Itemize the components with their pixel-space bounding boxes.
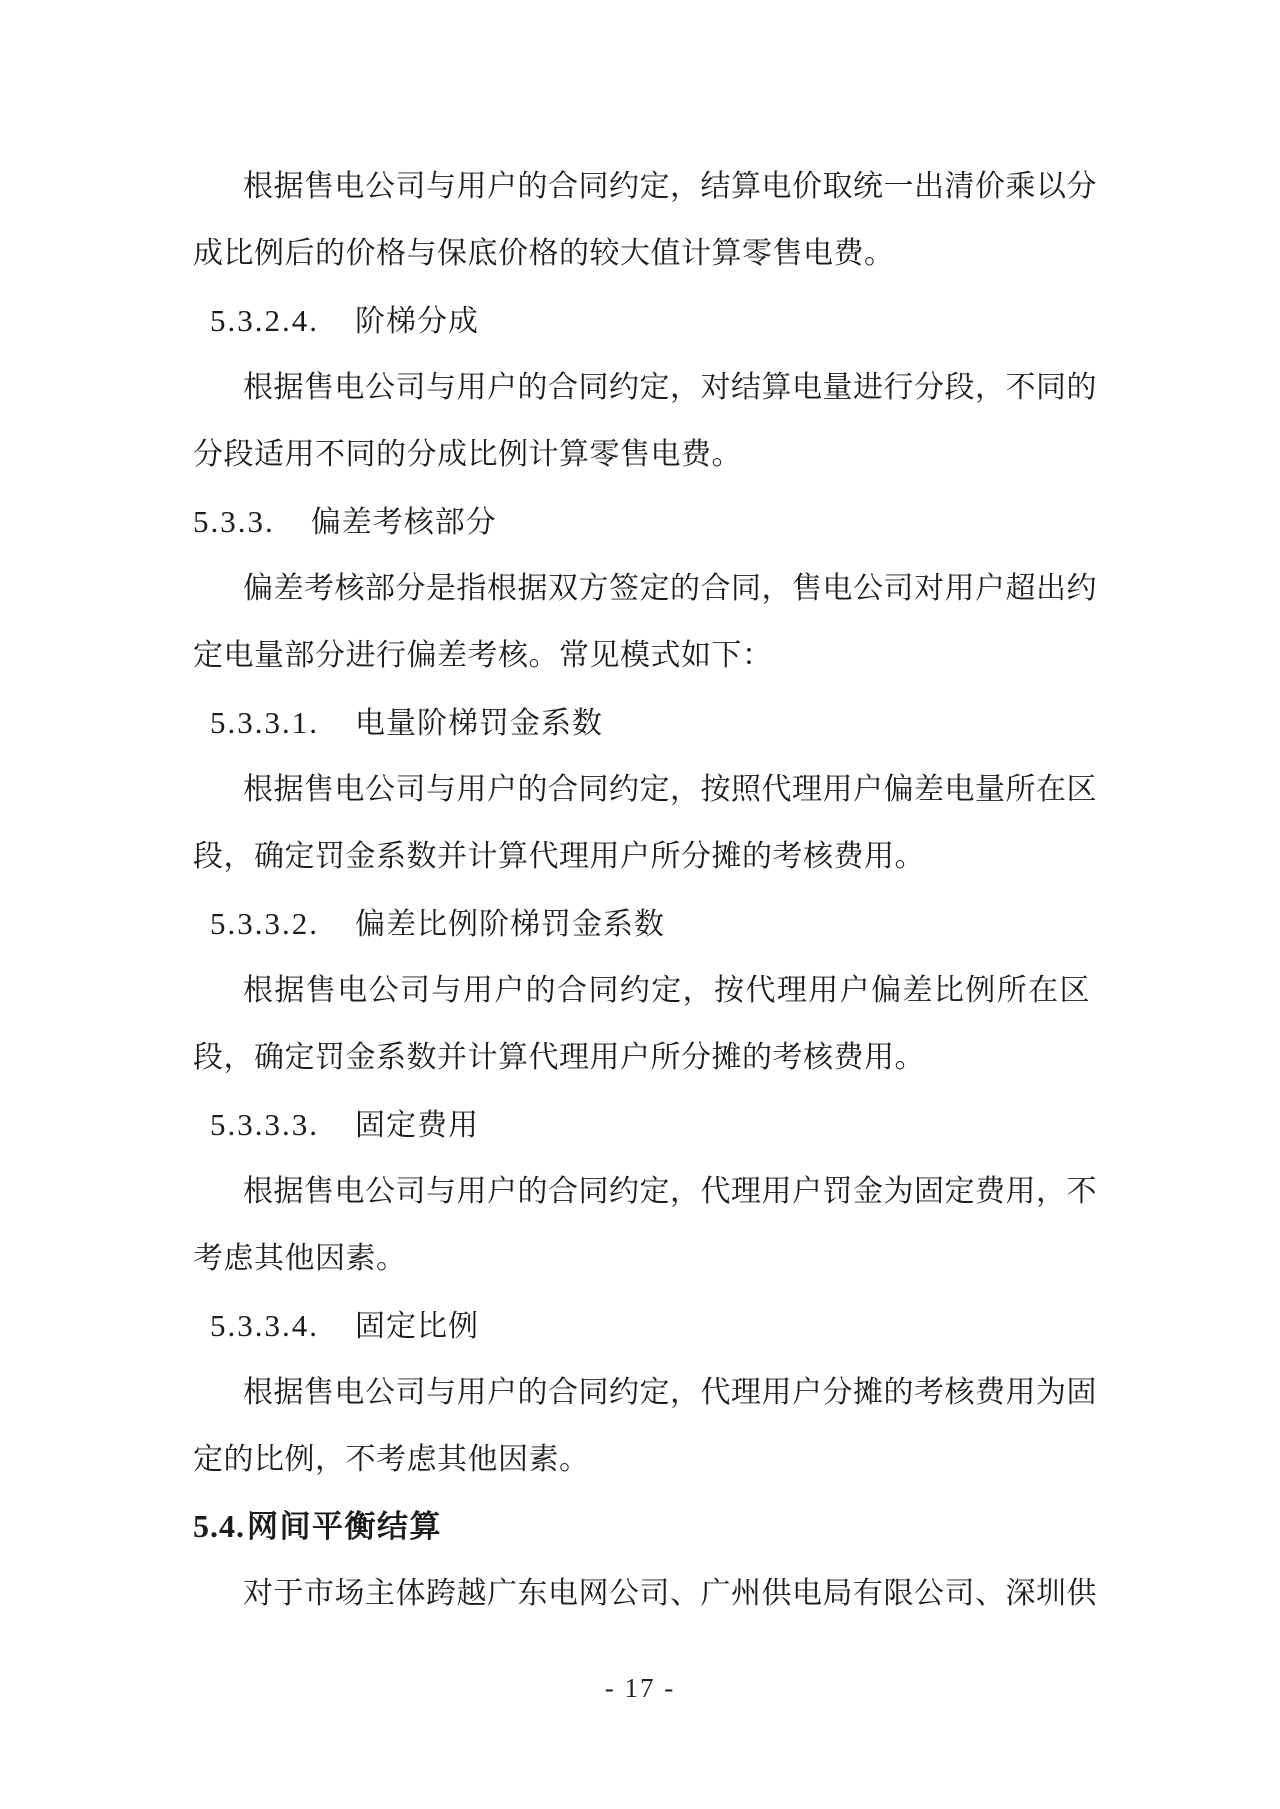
heading-number: 5.3.3.2. (210, 906, 319, 941)
section-heading-5-4 (193, 1493, 1090, 1560)
paragraph-line: 成比例后的价格与保底价格的较大值计算零售电费。 (193, 237, 895, 270)
paragraph-line: 段，确定罚金系数并计算代理用户所分摊的考核费用。 (193, 840, 925, 873)
paragraph-line: 对于市场主体跨越广东电网公司、广州供电局有限公司、深圳供 (243, 1577, 1097, 1610)
page-footer (0, 1668, 1280, 1708)
heading-number: 5.3.3.1. (210, 705, 319, 740)
heading-title: 固定比例 (355, 1310, 479, 1343)
heading-number: 5.3.2.4. (210, 303, 319, 338)
paragraph-line: 分段适用不同的分成比例计算零售电费。 (193, 438, 742, 471)
paragraph-line: 根据售电公司与用户的合同约定，按代理用户偏差比例所在区 (243, 974, 1090, 1007)
page-number: - 17 - (604, 1673, 676, 1703)
heading-number: 5.4. (193, 1508, 245, 1544)
heading-title: 阶梯分成 (355, 305, 479, 338)
heading-title: 电量阶梯罚金系数 (355, 707, 603, 740)
heading-title: 固定费用 (355, 1109, 479, 1142)
heading-number: 5.3.3.4. (210, 1308, 319, 1343)
paragraph-line: 根据售电公司与用户的合同约定，代理用户分摊的考核费用为固 (243, 1376, 1097, 1409)
heading-number: 5.3.3. (193, 504, 275, 539)
paragraph-line: 根据售电公司与用户的合同约定，结算电价取统一出清价乘以分 (243, 170, 1097, 203)
section-heading-5-3-3-3 (193, 1091, 1090, 1158)
section-heading-5-3-3-1 (193, 689, 1090, 756)
paragraph-line: 根据售电公司与用户的合同约定，代理用户罚金为固定费用，不 (243, 1175, 1097, 1208)
paragraph-line: 定的比例，不考虑其他因素。 (193, 1443, 590, 1476)
document-content (193, 153, 1097, 1627)
paragraph-line: 段，确定罚金系数并计算代理用户所分摊的考核费用。 (193, 1041, 925, 1074)
section-heading-5-3-2-4 (193, 287, 1090, 354)
heading-title: 偏差比例阶梯罚金系数 (355, 908, 665, 941)
paragraph-line: 考虑其他因素。 (193, 1242, 407, 1275)
heading-title: 网间平衡结算 (247, 1509, 442, 1544)
section-heading-5-3-3-4 (193, 1292, 1090, 1359)
paragraph-line: 根据售电公司与用户的合同约定，按照代理用户偏差电量所在区 (243, 773, 1097, 806)
section-heading-5-3-3-2 (193, 890, 1090, 957)
section-heading-5-3-3 (193, 488, 1090, 555)
paragraph-line: 定电量部分进行偏差考核。常见模式如下： (193, 639, 773, 672)
heading-title: 偏差考核部分 (310, 506, 497, 539)
heading-number: 5.3.3.3. (210, 1107, 319, 1142)
paragraph-line: 偏差考核部分是指根据双方签定的合同，售电公司对用户超出约 (243, 572, 1097, 605)
paragraph-line: 根据售电公司与用户的合同约定，对结算电量进行分段，不同的 (243, 371, 1097, 404)
